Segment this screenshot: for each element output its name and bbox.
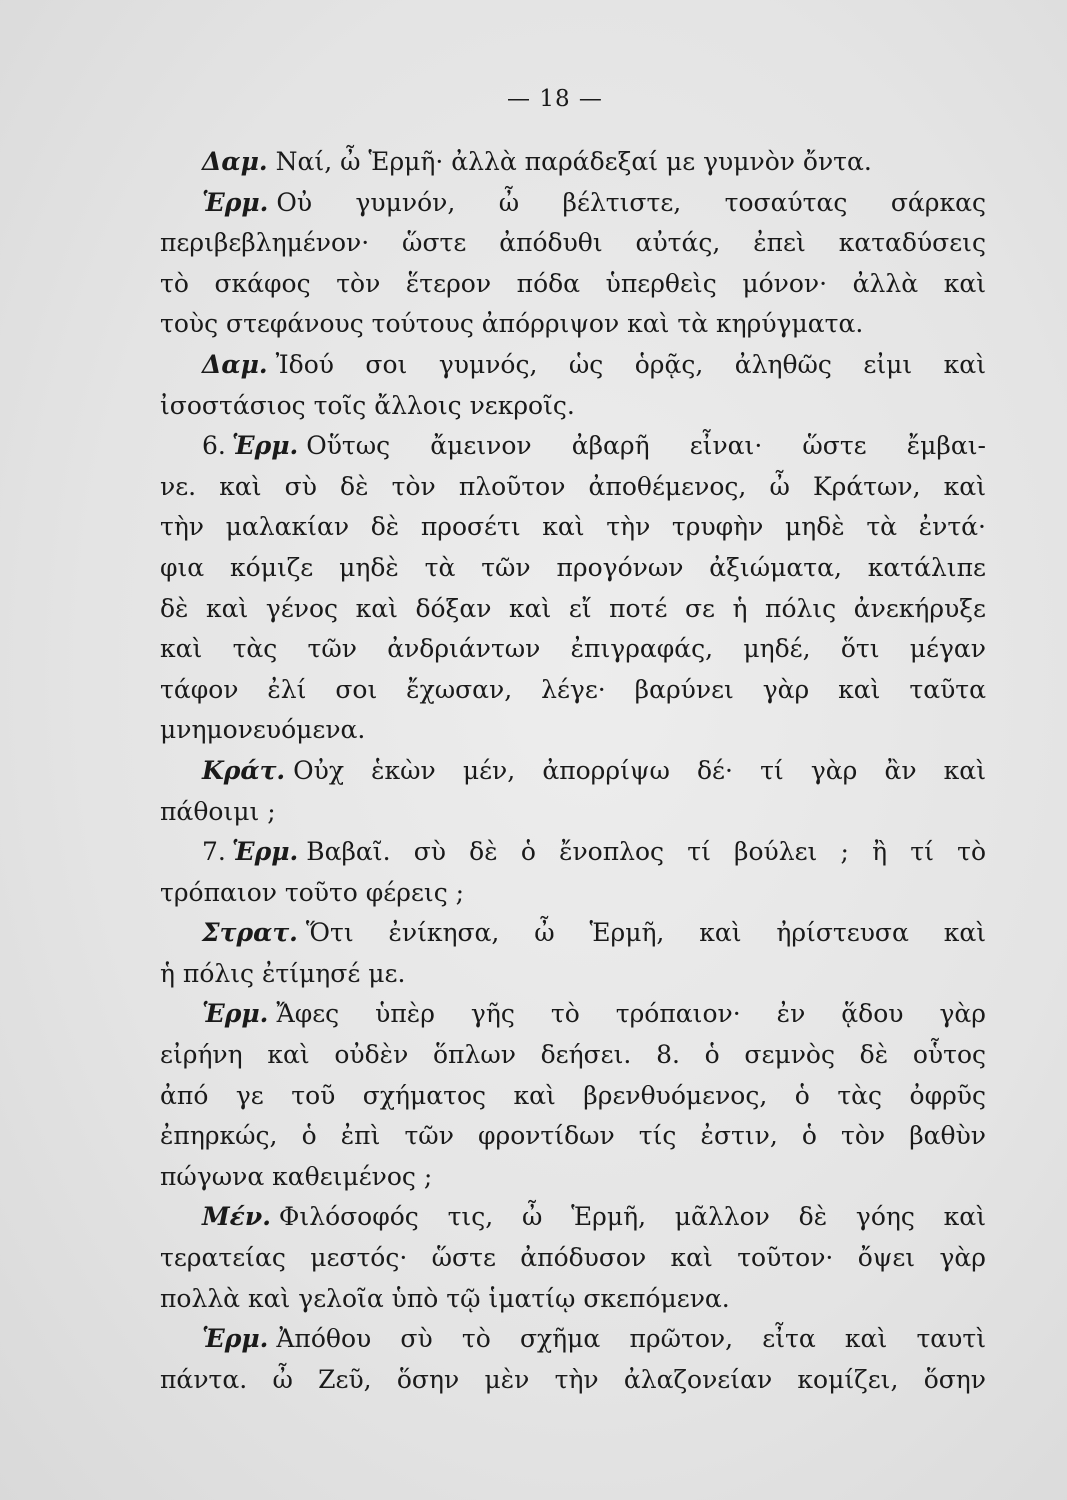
- line-text: πάθοιμι ;: [160, 796, 276, 826]
- line-text: Οὕτως ἄμεινον ἀβαρῆ εἶναι· ὥστε ἔμβαι-: [306, 431, 986, 461]
- line-text: Ναί, ὦ Ἑρμῆ· ἀλλὰ παράδεξαί με γυμνὸν ὄντα.: [275, 147, 872, 176]
- speaker-label: Μέν.: [202, 1202, 271, 1232]
- speaker-label: Δαμ.: [202, 349, 268, 379]
- text-line: [160, 345, 986, 386]
- text-line: [160, 954, 986, 995]
- line-text: Ἰδού σοι γυμνός, ὡς ὁρᾷς, ἀληθῶς εἰμι καὶ: [275, 349, 986, 379]
- text-line: [160, 1279, 986, 1320]
- text-line: [160, 994, 986, 1035]
- text-line: [160, 1319, 986, 1360]
- text-line: [160, 1238, 986, 1279]
- text-line: [160, 710, 986, 751]
- text-line: [160, 1035, 986, 1076]
- text-line: [160, 1197, 986, 1238]
- text-line: [160, 792, 986, 833]
- speaker-label: Ἑρμ.: [202, 1324, 269, 1354]
- line-text: τοὺς στεφάνους τούτους ἀπόρριψον καὶ τὰ κηρύγματα.: [160, 309, 864, 339]
- line-text: Ἄφες ὑπὲρ γῆς τὸ τρόπαιον· ἐν ᾅδου γὰρ: [276, 999, 986, 1029]
- text-line: [160, 913, 986, 954]
- text-line: [160, 873, 986, 914]
- line-text: ἐπηρκώς, ὁ ἐπὶ τῶν φροντίδων τίς ἐστιν, ὁ τὸν βαθὺν: [160, 1121, 986, 1151]
- line-text: φια κόμιζε μηδὲ τὰ τῶν προγόνων ἀξιώματα, κατάλιπε: [160, 552, 986, 582]
- dialogue-text: [160, 142, 986, 1400]
- text-line: [160, 751, 986, 792]
- text-line: [160, 832, 986, 873]
- text-line: [160, 1157, 986, 1198]
- line-text: Ἀπόθου σὺ τὸ σχῆμα πρῶτον, εἶτα καὶ ταυτὶ: [276, 1324, 986, 1354]
- line-text: μνημονευόμενα.: [160, 715, 366, 745]
- line-text: καὶ τὰς τῶν ἀνδριάντων ἐπιγραφάς, μηδέ, ὅτι μέγαν: [160, 634, 986, 664]
- section-number: 6.: [202, 431, 226, 461]
- line-text: Ὅτι ἐνίκησα, ὦ Ἑρμῆ, καὶ ἠρίστευσα καὶ: [305, 918, 986, 948]
- line-text: Οὐ γυμνόν, ὦ βέλτιστε, τοσαύτας σάρκας: [276, 187, 986, 217]
- line-text: πολλὰ καὶ γελοῖα ὑπὸ τῷ ἱματίῳ σκεπόμενα.: [160, 1283, 730, 1313]
- line-text: τὸ σκάφος τὸν ἕτερον πόδα ὑπερθεὶς μόνον· ἀλλὰ καὶ: [160, 268, 986, 298]
- text-line: [160, 304, 986, 345]
- line-text: Βαβαῖ. σὺ δὲ ὁ ἔνοπλος τί βούλει ; ἢ τί τὸ: [306, 837, 986, 867]
- text-line: [160, 1360, 986, 1401]
- line-text: πάντα. ὦ Ζεῦ, ὅσην μὲν τὴν ἀλαζονείαν κομίζει, ὅσην: [160, 1364, 986, 1394]
- speaker-label: Ἑρμ.: [202, 999, 269, 1029]
- text-line: [160, 386, 986, 427]
- text-line: [160, 629, 986, 670]
- text-line: [160, 589, 986, 630]
- speaker-label: Ἑρμ.: [202, 187, 269, 217]
- speaker-label: Ἑρμ.: [231, 431, 299, 461]
- speaker-label: Στρατ.: [202, 918, 298, 948]
- line-text: τάφον ἐλί σοι ἔχωσαν, λέγε· βαρύνει γὰρ καὶ ταῦτα: [160, 674, 986, 704]
- text-line: [160, 467, 986, 508]
- line-text: ἰσοστάσιος τοῖς ἄλλοις νεκροῖς.: [160, 390, 575, 420]
- text-line: [160, 426, 986, 467]
- text-line: [160, 1076, 986, 1117]
- text-line: [160, 223, 986, 264]
- line-text: δὲ καὶ γένος καὶ δόξαν καὶ εἴ ποτέ σε ἡ πόλις ἀνεκήρυξε: [160, 593, 986, 623]
- text-line: [160, 264, 986, 305]
- text-line: [160, 548, 986, 589]
- line-text: τὴν μαλακίαν δὲ προσέτι καὶ τὴν τρυφὴν μηδὲ τὰ ἐντά·: [160, 512, 986, 542]
- speaker-label: Δαμ.: [202, 147, 268, 176]
- line-text: Οὐχ ἑκὼν μέν, ἀπορρίψω δέ· τί γὰρ ἂν καὶ: [293, 755, 986, 785]
- line-text: νε. καὶ σὺ δὲ τὸν πλοῦτον ἀποθέμενος, ὦ Κράτων, καὶ: [160, 471, 986, 501]
- speaker-label: Ἑρμ.: [231, 837, 299, 867]
- text-line: [160, 670, 986, 711]
- line-text: τρόπαιον τοῦτο φέρεις ;: [160, 877, 465, 907]
- line-text: πώγωνα καθειμένος ;: [160, 1161, 433, 1191]
- speaker-label: Κράτ.: [202, 755, 286, 785]
- line-text: εἰρήνη καὶ οὐδὲν ὅπλων δεήσει. 8. ὁ σεμνὸς δὲ οὗτος: [160, 1040, 986, 1070]
- page-number: — 18 —: [507, 86, 603, 112]
- line-text: Φιλόσοφός τις, ὦ Ἑρμῆ, μᾶλλον δὲ γόης καὶ: [278, 1202, 986, 1232]
- text-line: [160, 183, 986, 224]
- text-line: [160, 507, 986, 548]
- line-text: ἀπό γε τοῦ σχήματος καὶ βρενθυόμενος, ὁ τὰς ὀφρῦς: [160, 1080, 986, 1110]
- text-line: [160, 1116, 986, 1157]
- line-text: περιβεβλημένον· ὥστε ἀπόδυθι αὐτάς, ἐπεὶ καταδύσεις: [160, 228, 986, 258]
- text-line: [160, 142, 986, 183]
- line-text: τερατείας μεστός· ὥστε ἀπόδυσον καὶ τοῦτον· ὄψει γὰρ: [160, 1243, 986, 1273]
- section-number: 7.: [202, 837, 226, 867]
- line-text: ἡ πόλις ἐτίμησέ με.: [160, 958, 406, 988]
